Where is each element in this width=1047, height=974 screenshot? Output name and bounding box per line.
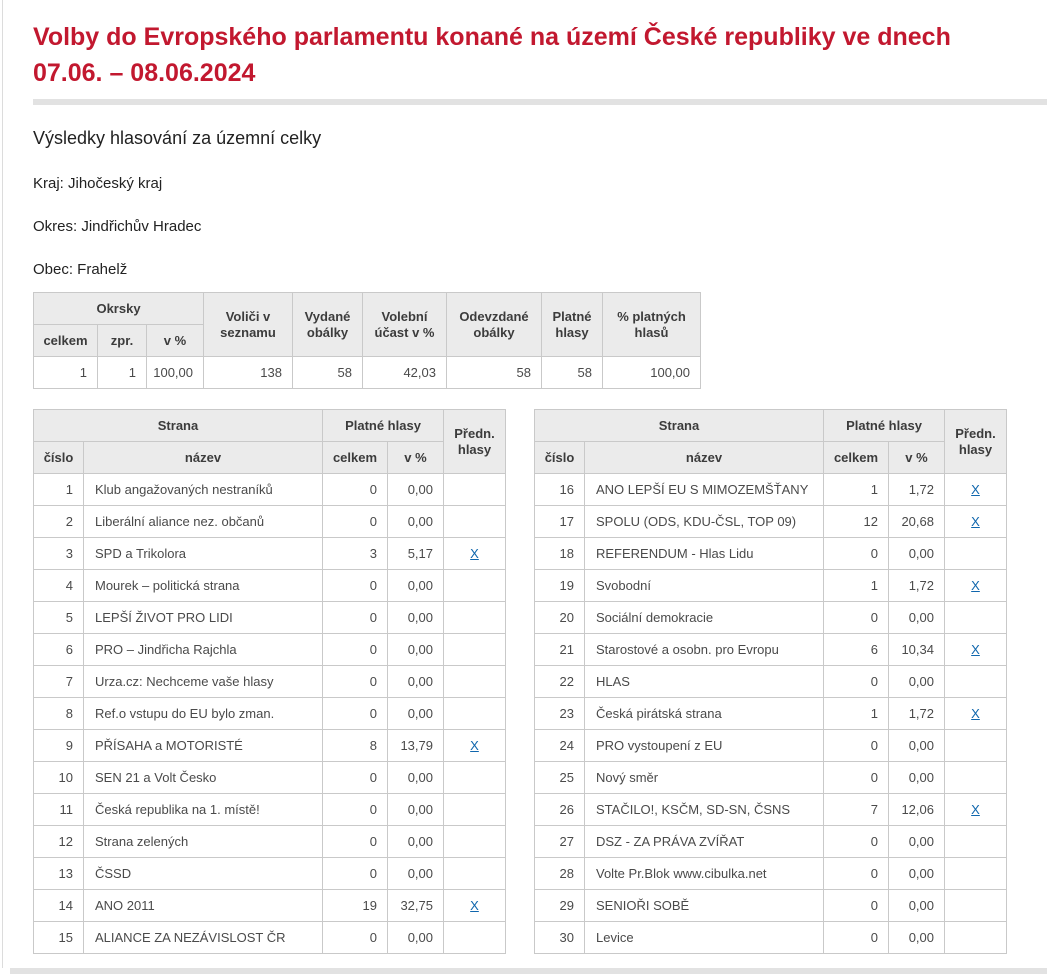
party-total-cell: 1 [824,570,889,602]
party-number-cell: 11 [34,794,84,826]
party-pref-cell [945,570,1007,602]
party-pct-cell: 10,34 [889,634,945,666]
party-number-cell: 8 [34,698,84,730]
title-divider [33,99,1047,105]
pref-votes-link[interactable]: X [470,898,479,913]
party-pct-cell: 20,68 [889,506,945,538]
party-total-cell: 0 [824,730,889,762]
value-vydane-obalky: 58 [293,357,363,389]
party-pct-cell: 0,00 [388,922,444,954]
party-total-cell: 1 [824,698,889,730]
party-name-cell: LEPŠÍ ŽIVOT PRO LIDI [84,602,323,634]
value-pct-platnych: 100,00 [603,357,701,389]
party-row [34,666,506,698]
party-row [34,826,506,858]
party-name-cell: Volte Pr.Blok www.cibulka.net [585,858,824,890]
party-number-cell: 7 [34,666,84,698]
party-row [535,602,1007,634]
party-row [34,538,506,570]
party-row [34,858,506,890]
party-name-cell: SEN 21 a Volt Česko [84,762,323,794]
party-total-cell: 0 [824,826,889,858]
header-celkem: celkem [824,442,889,474]
party-name-cell: Ref.o vstupu do EU bylo zman. [84,698,323,730]
party-table-left [33,409,506,954]
footer-divider [10,968,1047,974]
party-name-cell: STAČILO!, KSČM, SD-SN, ČSNS [585,794,824,826]
party-pref-cell [945,858,1007,890]
party-pct-cell: 0,00 [388,794,444,826]
party-total-cell: 6 [824,634,889,666]
header-platne-hlasy: Platné hlasy [542,293,603,357]
header-strana: Strana [535,410,824,442]
value-volebni-ucast: 42,03 [363,357,447,389]
party-pct-cell: 0,00 [388,826,444,858]
party-pct-cell: 0,00 [889,602,945,634]
party-total-cell: 0 [824,858,889,890]
party-name-cell: PŘÍSAHA a MOTORISTÉ [84,730,323,762]
party-pct-cell: 0,00 [889,922,945,954]
party-row [34,634,506,666]
party-number-cell: 26 [535,794,585,826]
party-row [535,698,1007,730]
party-tables [33,409,1047,954]
party-number-cell: 15 [34,922,84,954]
party-pref-cell [444,570,506,602]
party-number-cell: 6 [34,634,84,666]
main-content [33,0,1047,954]
party-pref-cell [945,506,1007,538]
party-row [535,634,1007,666]
party-number-cell: 30 [535,922,585,954]
party-pref-cell [945,890,1007,922]
obec-line: Obec: Frahelž [33,261,128,278]
party-row [34,570,506,602]
party-pref-cell [945,730,1007,762]
pref-votes-link[interactable]: X [971,706,980,721]
party-name-cell: SENIOŘI SOBĚ [585,890,824,922]
header-cislo: číslo [34,442,84,474]
party-total-cell: 0 [323,858,388,890]
party-pct-cell: 0,00 [388,506,444,538]
party-name-cell: Nový směr [585,762,824,794]
party-name-cell: SPOLU (ODS, KDU-ČSL, TOP 09) [585,506,824,538]
header-pct-platnych: % platných hlasů [603,293,701,357]
party-row [34,698,506,730]
party-name-cell: REFERENDUM - Hlas Lidu [585,538,824,570]
party-name-cell: Strana zelených [84,826,323,858]
value-okrsky-v-pct: 100,00 [147,357,204,389]
party-pct-cell: 0,00 [388,666,444,698]
party-row [535,794,1007,826]
page-left-border [2,0,3,968]
header-vydane-obalky: Vydané obálky [293,293,363,357]
party-number-cell: 19 [535,570,585,602]
header-nazev: název [84,442,323,474]
pref-votes-link[interactable]: X [470,546,479,561]
party-pct-cell: 13,79 [388,730,444,762]
party-number-cell: 18 [535,538,585,570]
party-number-cell: 24 [535,730,585,762]
party-total-cell: 0 [824,922,889,954]
party-pref-cell [444,666,506,698]
party-name-cell: ANO LEPŠÍ EU S MIMOZEMŠŤANY [585,474,824,506]
party-total-cell: 12 [824,506,889,538]
party-pref-cell [444,762,506,794]
value-okrsky-zpr: 1 [98,357,147,389]
party-total-cell: 0 [323,922,388,954]
party-row [34,890,506,922]
party-number-cell: 1 [34,474,84,506]
party-number-cell: 3 [34,538,84,570]
party-name-cell: PRO – Jindřicha Rajchla [84,634,323,666]
page-title-line2: 07.06. – 08.06.2024 [33,59,256,87]
party-pct-cell: 1,72 [889,474,945,506]
party-number-cell: 14 [34,890,84,922]
party-row [535,922,1007,954]
party-pct-cell: 12,06 [889,794,945,826]
party-pct-cell: 32,75 [388,890,444,922]
party-pref-cell [945,698,1007,730]
party-pref-cell [945,794,1007,826]
party-number-cell: 13 [34,858,84,890]
party-total-cell: 19 [323,890,388,922]
header-platne-hlasy-group: Platné hlasy [824,410,945,442]
header-odevzdane-obalky: Odevzdané obálky [447,293,542,357]
party-total-cell: 1 [824,474,889,506]
pref-votes-link[interactable]: X [971,802,980,817]
party-total-cell: 0 [323,826,388,858]
party-number-cell: 10 [34,762,84,794]
party-total-cell: 0 [323,634,388,666]
turnout-summary-table [33,292,701,389]
party-total-cell: 0 [323,602,388,634]
party-row [34,922,506,954]
party-pref-cell [444,698,506,730]
header-v-pct: v % [388,442,444,474]
party-row [34,730,506,762]
party-pref-cell [444,634,506,666]
header-okrsky-v-pct: v % [147,325,204,357]
party-total-cell: 8 [323,730,388,762]
party-name-cell: HLAS [585,666,824,698]
party-pct-cell: 0,00 [889,858,945,890]
header-celkem: celkem [323,442,388,474]
party-name-cell: ALIANCE ZA NEZÁVISLOST ČR [84,922,323,954]
party-pct-cell: 0,00 [388,570,444,602]
party-pct-cell: 1,72 [889,570,945,602]
party-number-cell: 21 [535,634,585,666]
header-strana: Strana [34,410,323,442]
party-name-cell: Urza.cz: Nechceme vaše hlasy [84,666,323,698]
party-header-row-2 [34,442,506,474]
party-pref-cell [444,474,506,506]
page-title [33,0,1013,91]
party-total-cell: 0 [323,666,388,698]
party-pct-cell: 0,00 [889,826,945,858]
value-odevzdane-obalky: 58 [447,357,542,389]
party-name-cell: Starostové a osobn. pro Evropu [585,634,824,666]
party-total-cell: 0 [323,506,388,538]
party-pref-cell [945,538,1007,570]
party-pct-cell: 0,00 [889,538,945,570]
party-number-cell: 9 [34,730,84,762]
party-pref-cell [444,602,506,634]
value-volici-v-seznamu: 138 [204,357,293,389]
pref-votes-link[interactable]: X [971,578,980,593]
summary-header-row-1 [34,293,701,325]
party-name-cell: Česká pirátská strana [585,698,824,730]
party-total-cell: 0 [323,570,388,602]
party-total-cell: 0 [323,698,388,730]
value-platne-hlasy: 58 [542,357,603,389]
pref-votes-link[interactable]: X [470,738,479,753]
header-okrsky: Okrsky [34,293,204,325]
party-total-cell: 7 [824,794,889,826]
party-pref-cell [444,826,506,858]
party-pref-cell [444,730,506,762]
party-pct-cell: 0,00 [388,858,444,890]
party-total-cell: 0 [824,890,889,922]
party-number-cell: 28 [535,858,585,890]
party-row [535,762,1007,794]
value-okrsky-celkem: 1 [34,357,98,389]
party-total-cell: 3 [323,538,388,570]
party-name-cell: Svobodní [585,570,824,602]
party-row [535,730,1007,762]
party-name-cell: Liberální aliance nez. občanů [84,506,323,538]
party-total-cell: 0 [824,666,889,698]
party-number-cell: 29 [535,890,585,922]
kraj-line: Kraj: Jihočeský kraj [33,175,163,192]
party-pref-cell [945,826,1007,858]
party-total-cell: 0 [824,538,889,570]
header-volebni-ucast: Volební účast v % [363,293,447,357]
party-pref-cell [945,602,1007,634]
party-pct-cell: 5,17 [388,538,444,570]
party-name-cell: Klub angažovaných nestraníků [84,474,323,506]
party-header-row-1 [34,410,506,442]
party-row [34,794,506,826]
party-number-cell: 22 [535,666,585,698]
party-name-cell: Mourek – politická strana [84,570,323,602]
party-number-cell: 27 [535,826,585,858]
party-number-cell: 17 [535,506,585,538]
party-total-cell: 0 [323,474,388,506]
party-number-cell: 16 [535,474,585,506]
pref-votes-link[interactable]: X [971,642,980,657]
party-total-cell: 0 [824,762,889,794]
party-total-cell: 0 [323,762,388,794]
party-name-cell: Sociální demokracie [585,602,824,634]
party-row [535,826,1007,858]
party-name-cell: PRO vystoupení z EU [585,730,824,762]
party-number-cell: 5 [34,602,84,634]
party-pct-cell: 1,72 [889,698,945,730]
party-pct-cell: 0,00 [889,890,945,922]
party-row [535,666,1007,698]
party-pref-cell [945,762,1007,794]
party-number-cell: 4 [34,570,84,602]
party-name-cell: DSZ - ZA PRÁVA ZVÍŘAT [585,826,824,858]
party-pref-cell [444,506,506,538]
pref-votes-link[interactable]: X [971,482,980,497]
party-pref-cell [444,922,506,954]
party-number-cell: 20 [535,602,585,634]
header-v-pct: v % [889,442,945,474]
party-name-cell: Levice [585,922,824,954]
party-pref-cell [444,858,506,890]
header-nazev: název [585,442,824,474]
party-row [535,570,1007,602]
party-name-cell: Česká republika na 1. místě! [84,794,323,826]
pref-votes-link[interactable]: X [971,514,980,529]
party-name-cell: SPD a Trikolora [84,538,323,570]
party-number-cell: 23 [535,698,585,730]
party-row [535,474,1007,506]
header-cislo: číslo [535,442,585,474]
party-row [34,474,506,506]
party-pref-cell [444,538,506,570]
header-okrsky-celkem: celkem [34,325,98,357]
party-pref-cell [444,794,506,826]
party-row [34,602,506,634]
header-platne-hlasy-group: Platné hlasy [323,410,444,442]
party-row [535,506,1007,538]
party-pref-cell [945,666,1007,698]
party-table-right [534,409,1007,954]
party-row [535,890,1007,922]
party-pref-cell [945,634,1007,666]
section-heading: Výsledky hlasování za územní celky [33,128,322,148]
party-pct-cell: 0,00 [889,666,945,698]
party-pct-cell: 0,00 [388,698,444,730]
header-predn-hlasy: Předn. hlasy [444,410,506,474]
party-row [34,762,506,794]
header-predn-hlasy: Předn. hlasy [945,410,1007,474]
party-pct-cell: 0,00 [388,602,444,634]
header-okrsky-zpr: zpr. [98,325,147,357]
party-name-cell: ANO 2011 [84,890,323,922]
party-name-cell: ČSSD [84,858,323,890]
header-volici-v-seznamu: Voliči v seznamu [204,293,293,357]
party-pref-cell [444,890,506,922]
party-pct-cell: 0,00 [388,762,444,794]
party-number-cell: 12 [34,826,84,858]
party-pct-cell: 0,00 [889,762,945,794]
party-total-cell: 0 [824,602,889,634]
party-number-cell: 2 [34,506,84,538]
summary-values-row [34,357,701,389]
party-pref-cell [945,474,1007,506]
okres-line: Okres: Jindřichův Hradec [33,218,202,235]
party-pct-cell: 0,00 [889,730,945,762]
party-number-cell: 25 [535,762,585,794]
party-row [535,858,1007,890]
party-row [34,506,506,538]
party-header-row-2 [535,442,1007,474]
party-header-row-1 [535,410,1007,442]
party-pct-cell: 0,00 [388,474,444,506]
party-pref-cell [945,922,1007,954]
party-total-cell: 0 [323,794,388,826]
page-title-line1: Volby do Evropského parlamentu konané na území České republiky ve dnech [33,23,951,51]
party-pct-cell: 0,00 [388,634,444,666]
party-row [535,538,1007,570]
